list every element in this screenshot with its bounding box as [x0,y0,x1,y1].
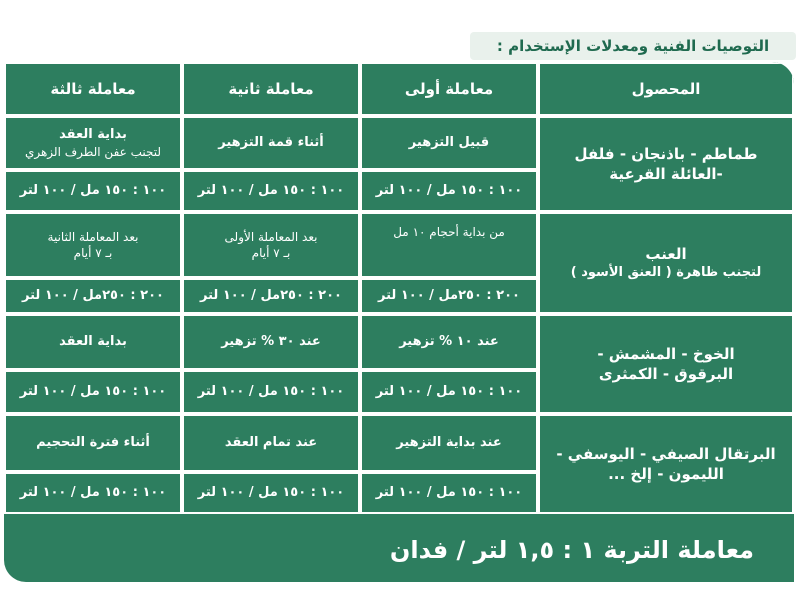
first-treatment-timing [360,212,538,278]
third-treatment-timing-note: لتجنب عفن الطرف الزهري [24,144,162,159]
third-treatment-dose: ١٠٠ : ١٥٠ مل / ١٠٠ لتر [4,170,182,212]
third-treatment-timing [4,116,182,170]
second-treatment-dose: ١٠٠ : ١٥٠ مل / ١٠٠ لتر [182,170,360,212]
first-treatment-timing: قبيل التزهير [360,116,538,170]
first-treatment-dose: ١٠٠ : ١٥٠ مل / ١٠٠ لتر [360,370,538,414]
third-treatment-timing-main: بداية العقد [59,127,127,143]
first-treatment-timing: عند بداية التزهير [360,414,538,472]
first-treatment-dose: ١٠٠ : ١٥٠ مل / ١٠٠ لتر [360,472,538,514]
third-treatment-dose: ٢٠٠ : ٢٥٠مل / ١٠٠ لتر [4,278,182,314]
second-treatment-dose: ١٠٠ : ١٥٠ مل / ١٠٠ لتر [182,472,360,514]
crop-name-line2: الليمون - إلخ ... [608,465,724,483]
first-treatment-timing: عند ١٠ % تزهير [360,314,538,370]
second-treatment-timing: عند ٣٠ % تزهير [182,314,360,370]
third-treatment-dose: ١٠٠ : ١٥٠ مل / ١٠٠ لتر [4,472,182,514]
header-third-treatment: معاملة ثالثة [4,62,182,116]
crop-cell [538,116,794,212]
second-treatment-dose: ٢٠٠ : ٢٥٠مل / ١٠٠ لتر [182,278,360,314]
crop-cell [538,314,794,414]
header-first-treatment: معاملة أولى [360,62,538,116]
crop-name-line2: -العائلة القرعية [609,165,723,183]
crop-note: لتجنب ظاهرة ( العنق الأسود ) [570,265,762,281]
crop-name: طماطم - باذنجان - فلفل [574,144,758,163]
third-treatment-dose: ١٠٠ : ١٥٠ مل / ١٠٠ لتر [4,370,182,414]
crop-name: الخوخ - المشمش - [597,344,735,363]
third-treatment-timing: أثناء فترة التحجيم [4,414,182,472]
crop-name-line2: البرقوق - الكمثرى [598,365,734,383]
crop-name: البرتقال الصيفي - اليوسفي - [556,444,776,463]
third-treatment-timing-main: بعد المعاملة الثانية [47,229,139,244]
second-treatment-timing: عند تمام العقد [182,414,360,472]
crop-cell [538,414,794,514]
crop-cell [538,212,794,314]
header-second-treatment: معاملة ثانية [182,62,360,116]
header-crop: المحصول [538,62,794,116]
second-treatment-timing: أثناء قمة التزهير [182,116,360,170]
crop-name: العنب [645,245,687,264]
second-treatment-timing [182,212,360,278]
third-treatment-timing-note: بـ ٧ أيام [73,246,113,260]
soil-treatment-note: معاملة التربة ١ : ١,٥ لتر / فدان [389,536,754,564]
first-treatment-dose: ٢٠٠ : ٢٥٠مل / ١٠٠ لتر [360,278,538,314]
second-treatment-timing-main: بعد المعاملة الأولى [224,229,318,244]
recommendations-table [4,62,794,582]
second-treatment-timing-note: بـ ٧ أيام [251,246,291,260]
section-heading: التوصيات الفنية ومعدلات الإستخدام : [470,32,796,60]
second-treatment-dose: ١٠٠ : ١٥٠ مل / ١٠٠ لتر [182,370,360,414]
third-treatment-timing [4,212,182,278]
first-treatment-dose: ١٠٠ : ١٥٠ مل / ١٠٠ لتر [360,170,538,212]
first-treatment-timing-text: من بداية أحجام ١٠ مل [393,225,505,239]
third-treatment-timing: بداية العقد [4,314,182,370]
